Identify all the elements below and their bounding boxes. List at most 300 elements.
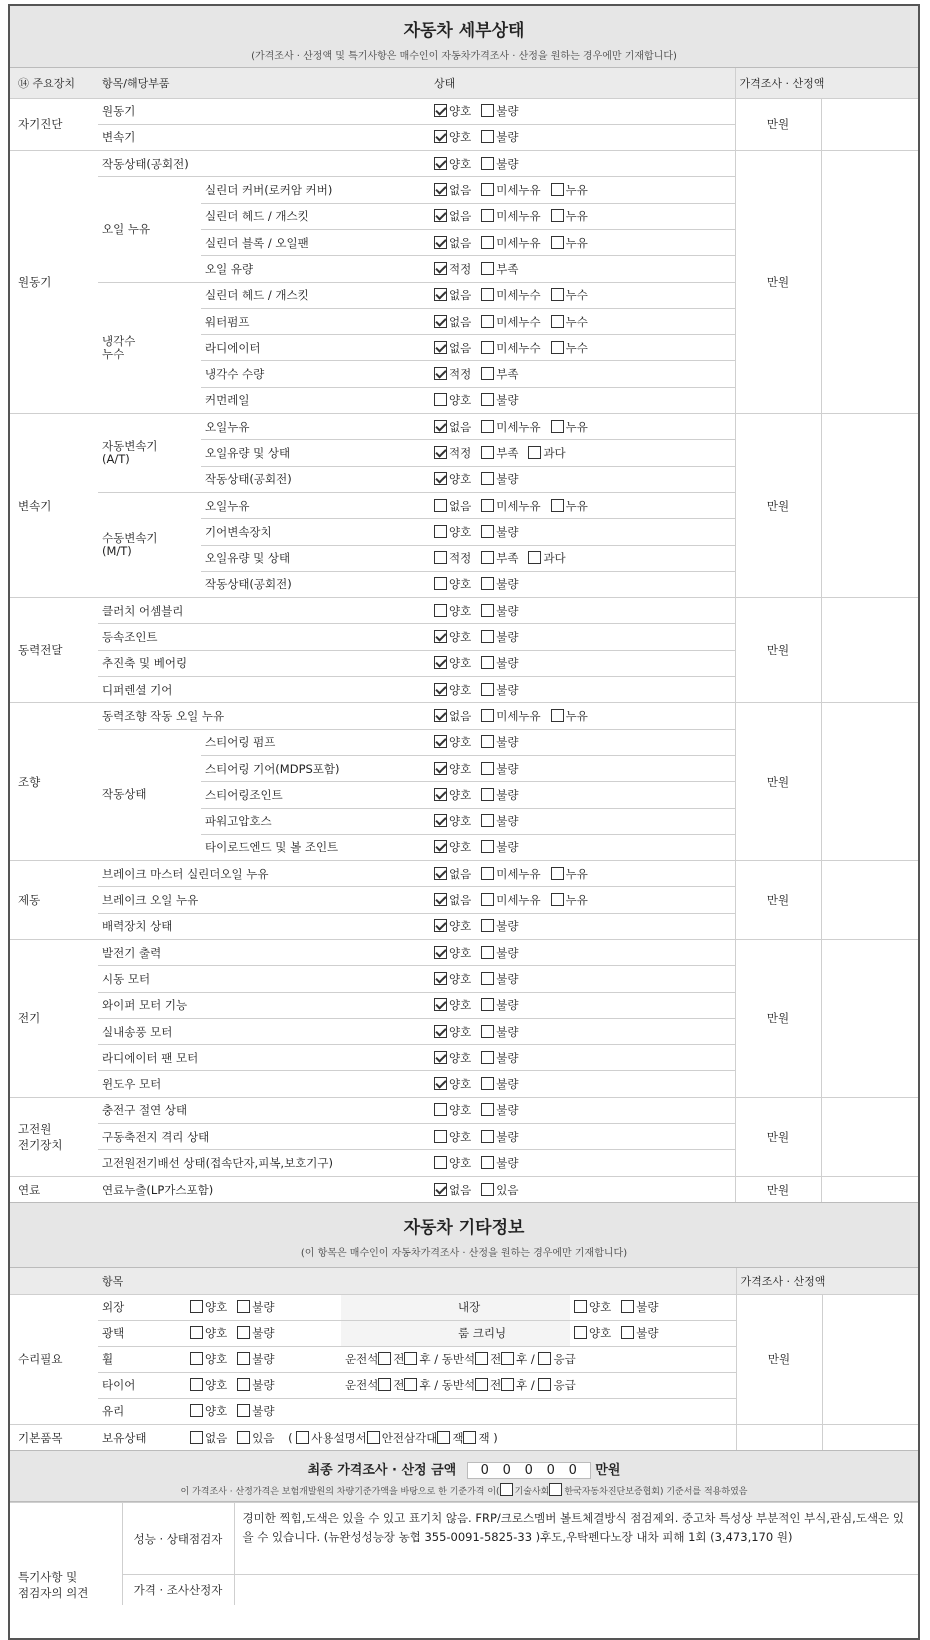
vehicle-detail-form xyxy=(8,4,920,1640)
checkbox[interactable] xyxy=(378,1378,391,1391)
checkbox[interactable] xyxy=(481,130,494,143)
status-options: 양호 불량 xyxy=(430,782,735,808)
checked-checkbox[interactable] xyxy=(434,446,447,459)
category-label: 변속기 xyxy=(10,414,98,598)
status-options: 없음 미세누유 누유 xyxy=(430,861,735,887)
checkbox[interactable] xyxy=(190,1431,203,1444)
checkbox[interactable] xyxy=(481,1077,494,1090)
checkbox[interactable] xyxy=(481,683,494,696)
checked-checkbox[interactable] xyxy=(434,893,447,906)
checkbox[interactable] xyxy=(481,262,494,275)
status-options: 양호 불량 xyxy=(430,598,735,624)
checkbox[interactable] xyxy=(481,735,494,748)
extra-subtitle: (이 항목은 매수인이 자동차가격조사 · 산정을 원하는 경우에만 기재합니다) xyxy=(300,1248,628,1260)
checkbox[interactable] xyxy=(367,1431,380,1444)
checkbox[interactable] xyxy=(237,1378,250,1391)
checkbox[interactable] xyxy=(481,867,494,880)
checked-checkbox[interactable] xyxy=(434,236,447,249)
price-input[interactable] xyxy=(821,151,918,414)
checkbox[interactable] xyxy=(551,183,564,196)
checkbox[interactable] xyxy=(463,1431,476,1444)
final-amount-field[interactable]: 0 0 0 0 0 xyxy=(467,1462,591,1479)
appraiser-notes[interactable] xyxy=(234,1575,918,1605)
table-row xyxy=(10,98,918,124)
checkbox[interactable] xyxy=(481,998,494,1011)
category-label: 연료 xyxy=(10,1176,98,1202)
price-input[interactable] xyxy=(821,703,918,861)
item-label: 고전원전기배선 상태(접속단자,피복,보호기구) xyxy=(98,1150,430,1176)
checked-checkbox[interactable] xyxy=(434,315,447,328)
item-label: 워터펌프 xyxy=(201,308,430,334)
checkbox[interactable] xyxy=(434,604,447,617)
status-options: 양호 불량 xyxy=(430,151,735,177)
status-options: 없음 미세누수 누수 xyxy=(430,282,735,308)
exterior-options: 양호 불량 xyxy=(186,1294,341,1320)
glass-options: 양호 불량 xyxy=(186,1398,736,1424)
checkbox[interactable] xyxy=(551,420,564,433)
inspector-label: 성능 · 상태점검자 xyxy=(122,1503,234,1575)
price-input[interactable] xyxy=(822,1294,918,1424)
checkbox[interactable] xyxy=(500,1483,513,1496)
table-row xyxy=(10,1097,918,1123)
checkbox[interactable] xyxy=(481,236,494,249)
status-options: 양호 불량 xyxy=(430,729,735,755)
checkbox[interactable] xyxy=(296,1431,309,1444)
checkbox[interactable] xyxy=(237,1300,250,1313)
status-options: 없음 미세누유 누유 xyxy=(430,203,735,229)
checked-checkbox[interactable] xyxy=(434,998,447,1011)
table-row xyxy=(10,1176,918,1202)
checkbox[interactable] xyxy=(481,577,494,590)
checkbox[interactable] xyxy=(538,1352,551,1365)
checkbox[interactable] xyxy=(551,499,564,512)
category-label: 전기 xyxy=(10,940,98,1098)
checkbox[interactable] xyxy=(481,946,494,959)
basic-category: 기본품목 xyxy=(10,1424,98,1450)
checkbox[interactable] xyxy=(434,1130,447,1143)
checkbox[interactable] xyxy=(481,840,494,853)
final-amount-row xyxy=(10,1451,918,1479)
item-label: 실린더 헤드 / 개스킷 xyxy=(201,282,430,308)
subgroup-label: 냉각수 누수 xyxy=(98,282,201,413)
notes-row-appraiser xyxy=(10,1575,918,1605)
checkbox[interactable] xyxy=(551,209,564,222)
extra-col-price: 가격조사 · 산정액 xyxy=(736,1268,918,1294)
detail-status-table xyxy=(10,68,918,1202)
item-label: 변속기 xyxy=(98,124,430,150)
checkbox[interactable] xyxy=(481,183,494,196)
item-label: 배력장치 상태 xyxy=(98,913,430,939)
checkbox[interactable] xyxy=(481,1051,494,1064)
checkbox[interactable] xyxy=(481,1025,494,1038)
checked-checkbox[interactable] xyxy=(434,288,447,301)
subgroup-label: 자동변속기 (A/T) xyxy=(98,414,201,493)
repair-category: 수리필요 xyxy=(10,1294,98,1424)
checked-checkbox[interactable] xyxy=(434,972,447,985)
tire-positions: 운전석 전 후 / 동반석 전 후 / 응급 xyxy=(341,1372,736,1398)
final-amount-title: 최종 가격조사 · 산정 금액 xyxy=(307,1463,457,1479)
checkbox[interactable] xyxy=(481,762,494,775)
item-label: 시동 모터 xyxy=(98,966,430,992)
glass-label: 유리 xyxy=(98,1398,186,1424)
category-label: 원동기 xyxy=(10,151,98,414)
checkbox[interactable] xyxy=(481,1183,494,1196)
status-options: 양호 불량 xyxy=(430,1150,735,1176)
item-label: 브레이크 마스터 실린더오일 누유 xyxy=(98,861,430,887)
room-cleaning-label: 룸 크리닝 xyxy=(454,1320,570,1346)
checkbox[interactable] xyxy=(481,315,494,328)
status-options: 양호 불량 xyxy=(430,940,735,966)
checkbox[interactable] xyxy=(481,446,494,459)
checkbox[interactable] xyxy=(190,1300,203,1313)
status-options: 양호 불량 xyxy=(430,466,735,492)
checked-checkbox[interactable] xyxy=(434,104,447,117)
notes-label: 특기사항 및 점검자의 의견 xyxy=(10,1503,122,1605)
checkbox[interactable] xyxy=(237,1352,250,1365)
checkbox[interactable] xyxy=(434,551,447,564)
item-label: 스티어링 펌프 xyxy=(201,729,430,755)
item-label: 실린더 헤드 / 개스킷 xyxy=(201,203,430,229)
price-cell: 만원 xyxy=(735,703,821,861)
checkbox[interactable] xyxy=(481,604,494,617)
checkbox[interactable] xyxy=(481,367,494,380)
checked-checkbox[interactable] xyxy=(434,472,447,485)
checkbox[interactable] xyxy=(481,1103,494,1116)
item-label: 동력조향 작동 오일 누유 xyxy=(98,703,430,729)
checkbox[interactable] xyxy=(481,814,494,827)
checkbox[interactable] xyxy=(190,1378,203,1391)
checked-checkbox[interactable] xyxy=(434,1025,447,1038)
status-options: 양호 불량 xyxy=(430,1124,735,1150)
checkbox[interactable] xyxy=(237,1404,250,1417)
status-options: 적정 부족 과다 xyxy=(430,440,735,466)
checked-checkbox[interactable] xyxy=(434,183,447,196)
item-label: 오일유량 및 상태 xyxy=(201,545,430,571)
table-row xyxy=(10,151,918,177)
table-row xyxy=(10,598,918,624)
category-label: 제동 xyxy=(10,861,98,940)
checkbox[interactable] xyxy=(481,525,494,538)
detail-section-header xyxy=(10,6,918,68)
item-label: 커먼레일 xyxy=(201,387,430,413)
item-label: 오일누유 xyxy=(201,414,430,440)
row-exterior xyxy=(10,1294,918,1320)
item-label: 작동상태(공회전) xyxy=(201,466,430,492)
final-amount-note: 이 가격조사 · 산정가격은 보험개발원의 차량기준가액을 바탕으로 한 기준가격 이( 기술사회 한국자동차진단보증협회) 기준서를 적용하였음 xyxy=(10,1479,918,1497)
item-label: 구동축전지 격리 상태 xyxy=(98,1124,430,1150)
checkbox[interactable] xyxy=(190,1326,203,1339)
checkbox[interactable] xyxy=(574,1300,587,1313)
checkbox[interactable] xyxy=(481,499,494,512)
item-label: 스티어링 기어(MDPS포함) xyxy=(201,755,430,781)
item-label: 브레이크 오일 누유 xyxy=(98,887,430,913)
item-label: 연료누출(LP가스포함) xyxy=(98,1176,430,1202)
col-item: 항목/해당부품 xyxy=(98,68,430,98)
checkbox[interactable] xyxy=(551,288,564,301)
checkbox[interactable] xyxy=(481,893,494,906)
item-label: 실린더 커버(로커암 커버) xyxy=(201,177,430,203)
extra-col-item: 항목 xyxy=(98,1268,736,1294)
item-label: 원동기 xyxy=(98,98,430,124)
wheel-label: 휠 xyxy=(98,1346,186,1372)
checkbox[interactable] xyxy=(481,472,494,485)
status-options: 없음 미세누수 누수 xyxy=(430,335,735,361)
category-label: 조향 xyxy=(10,703,98,861)
checked-checkbox[interactable] xyxy=(434,1077,447,1090)
item-label: 등속조인트 xyxy=(98,624,430,650)
checked-checkbox[interactable] xyxy=(434,209,447,222)
table-row xyxy=(10,861,918,887)
appraiser-label: 가격 · 조사산정자 xyxy=(122,1575,234,1605)
status-options: 양호 불량 xyxy=(430,124,735,150)
checkbox[interactable] xyxy=(481,393,494,406)
checkbox[interactable] xyxy=(551,709,564,722)
checked-checkbox[interactable] xyxy=(434,1183,447,1196)
checkbox[interactable] xyxy=(481,209,494,222)
subgroup-label: 오일 누유 xyxy=(98,177,201,282)
checkbox[interactable] xyxy=(481,1130,494,1143)
checked-checkbox[interactable] xyxy=(434,157,447,170)
inspector-notes: 경미한 찍힘,도색은 있을 수 있고 표기치 않음. FRP/크로스멤버 볼트체결방식 점검제외. 중고차 특성상 부분적인 부식,관심,도색은 있을 수 있습니다. (뉴완성성능장 농협 355-0091-5825-33 )후도,우탁펜다노장 내차 피해 1회 (3,473,170 원) xyxy=(234,1503,918,1575)
subgroup-label: 작동상태 xyxy=(98,729,201,860)
checked-checkbox[interactable] xyxy=(434,683,447,696)
checkbox[interactable] xyxy=(237,1326,250,1339)
checkbox[interactable] xyxy=(528,446,541,459)
section-title: 자동차 세부상태 xyxy=(403,21,525,41)
price-input[interactable] xyxy=(821,598,918,703)
checkbox[interactable] xyxy=(404,1378,417,1391)
checked-checkbox[interactable] xyxy=(434,840,447,853)
item-label: 오일유량 및 상태 xyxy=(201,440,430,466)
status-options: 양호 불량 xyxy=(430,571,735,597)
checked-checkbox[interactable] xyxy=(434,1051,447,1064)
table-row xyxy=(10,414,918,440)
status-options: 양호 불량 xyxy=(430,387,735,413)
extra-title: 자동차 기타정보 xyxy=(403,1218,525,1239)
checkbox[interactable] xyxy=(501,1352,514,1365)
final-amount-section xyxy=(10,1450,918,1502)
status-options: 없음 미세누유 누유 xyxy=(430,887,735,913)
status-options: 없음 미세누유 누유 xyxy=(430,229,735,255)
status-options: 양호 불량 xyxy=(430,98,735,124)
price-cell: 만원 xyxy=(735,414,821,598)
status-options: 양호 불량 xyxy=(430,1018,735,1044)
item-label: 윈도우 모터 xyxy=(98,1071,430,1097)
checkbox[interactable] xyxy=(481,788,494,801)
item-label: 충전구 절연 상태 xyxy=(98,1097,430,1123)
item-label: 라디에이터 xyxy=(201,335,430,361)
ownership-label: 보유상태 xyxy=(98,1424,186,1450)
tire-options: 양호 불량 xyxy=(186,1372,341,1398)
wheel-positions: 운전석 전 후 / 동반석 전 후 / 응급 xyxy=(341,1346,736,1372)
section-subtitle: (가격조사 · 산정액 및 특기사항은 매수인이 자동차가격조사 · 산정을 원하는 경우에만 기재합니다) xyxy=(251,51,677,62)
checkbox[interactable] xyxy=(437,1431,450,1444)
tire-label: 타이어 xyxy=(98,1372,186,1398)
status-options: 양호 불량 xyxy=(430,1097,735,1123)
status-options: 적정 부족 xyxy=(430,256,735,282)
status-options: 양호 불량 xyxy=(430,677,735,703)
checkbox[interactable] xyxy=(501,1378,514,1391)
checkbox[interactable] xyxy=(190,1404,203,1417)
status-options: 양호 불량 xyxy=(430,1071,735,1097)
checkbox[interactable] xyxy=(481,420,494,433)
checkbox[interactable] xyxy=(551,893,564,906)
status-options: 양호 불량 xyxy=(430,992,735,1018)
checkbox[interactable] xyxy=(434,499,447,512)
checkbox[interactable] xyxy=(481,1156,494,1169)
checkbox[interactable] xyxy=(481,551,494,564)
checkbox[interactable] xyxy=(621,1300,634,1313)
checkbox[interactable] xyxy=(475,1378,488,1391)
item-label: 냉각수 수량 xyxy=(201,361,430,387)
checked-checkbox[interactable] xyxy=(434,262,447,275)
price-cell: 만원 xyxy=(735,151,821,414)
checkbox[interactable] xyxy=(551,341,564,354)
extra-section-header xyxy=(10,1202,918,1268)
price-cell: 만원 xyxy=(735,861,821,940)
checkbox[interactable] xyxy=(434,577,447,590)
checkbox[interactable] xyxy=(551,315,564,328)
item-label: 기어변속장치 xyxy=(201,519,430,545)
status-options: 없음 미세누유 누유 xyxy=(430,492,735,518)
status-options: 양호 불량 xyxy=(430,650,735,676)
price-input[interactable] xyxy=(821,1176,918,1202)
price-cell: 만원 xyxy=(735,1097,821,1176)
checked-checkbox[interactable] xyxy=(434,735,447,748)
item-label: 파워고압호스 xyxy=(201,808,430,834)
price-cell: 만원 xyxy=(735,1176,821,1202)
checkbox[interactable] xyxy=(551,236,564,249)
price-cell: 만원 xyxy=(735,940,821,1098)
checkbox[interactable] xyxy=(404,1352,417,1365)
status-options: 양호 불량 xyxy=(430,1045,735,1071)
status-options: 없음 미세누유 누유 xyxy=(430,177,735,203)
item-label: 클러치 어셈블리 xyxy=(98,598,430,624)
notes-row-inspector xyxy=(10,1503,918,1575)
checked-checkbox[interactable] xyxy=(434,814,447,827)
final-amount-unit: 만원 xyxy=(595,1463,621,1479)
checkbox[interactable] xyxy=(574,1326,587,1339)
checkbox[interactable] xyxy=(538,1378,551,1391)
room-options: 양호 불량 xyxy=(570,1320,736,1346)
checkbox[interactable] xyxy=(481,919,494,932)
col-price: 가격조사 · 산정액 xyxy=(735,68,918,98)
checkbox[interactable] xyxy=(481,104,494,117)
status-options: 양호 불량 xyxy=(430,519,735,545)
status-options: 없음 미세누수 누수 xyxy=(430,308,735,334)
status-options: 없음 미세누유 누유 xyxy=(430,703,735,729)
checkbox[interactable] xyxy=(481,157,494,170)
checked-checkbox[interactable] xyxy=(434,130,447,143)
status-options: 적정 부족 xyxy=(430,361,735,387)
category-label: 자기진단 xyxy=(10,98,98,151)
wheel-options: 양호 불량 xyxy=(186,1346,341,1372)
checked-checkbox[interactable] xyxy=(434,946,447,959)
checked-checkbox[interactable] xyxy=(434,709,447,722)
item-label: 실내송풍 모터 xyxy=(98,1018,430,1044)
item-label: 와이퍼 모터 기능 xyxy=(98,992,430,1018)
checkbox[interactable] xyxy=(551,867,564,880)
status-options: 양호 불량 xyxy=(430,834,735,860)
price-input[interactable] xyxy=(821,98,918,151)
status-options: 양호 불량 xyxy=(430,913,735,939)
checkbox[interactable] xyxy=(481,288,494,301)
category-label: 고전원 전기장치 xyxy=(10,1097,98,1176)
checkbox[interactable] xyxy=(549,1483,562,1496)
price-cell: 만원 xyxy=(736,1294,822,1424)
checked-checkbox[interactable] xyxy=(434,656,447,669)
price-input[interactable] xyxy=(821,1097,918,1176)
col-main-device: ⑭ 주요장치 xyxy=(10,68,98,98)
status-options: 양호 불량 xyxy=(430,624,735,650)
checked-checkbox[interactable] xyxy=(434,341,447,354)
price-input[interactable] xyxy=(821,940,918,1098)
interior-options: 양호 불량 xyxy=(570,1294,736,1320)
table-header-row xyxy=(10,68,918,98)
status-options: 양호 불량 xyxy=(430,755,735,781)
checkbox[interactable] xyxy=(434,393,447,406)
col-status: 상태 xyxy=(430,68,735,98)
checkbox[interactable] xyxy=(481,630,494,643)
checked-checkbox[interactable] xyxy=(434,867,447,880)
checked-checkbox[interactable] xyxy=(434,367,447,380)
checkbox[interactable] xyxy=(237,1431,250,1444)
checked-checkbox[interactable] xyxy=(434,919,447,932)
item-label: 스티어링조인트 xyxy=(201,782,430,808)
item-label: 작동상태(공회전) xyxy=(98,151,430,177)
checkbox[interactable] xyxy=(481,709,494,722)
checkbox[interactable] xyxy=(481,656,494,669)
exterior-label: 외장 xyxy=(98,1294,186,1320)
checked-checkbox[interactable] xyxy=(434,420,447,433)
price-input[interactable] xyxy=(821,861,918,940)
checkbox[interactable] xyxy=(378,1352,391,1365)
item-label: 실린더 블록 / 오일팬 xyxy=(201,229,430,255)
checkbox[interactable] xyxy=(190,1352,203,1365)
status-options: 없음 미세누유 누유 xyxy=(430,414,735,440)
gloss-options: 양호 불량 xyxy=(186,1320,341,1346)
item-label: 오일 유량 xyxy=(201,256,430,282)
price-cell: 만원 xyxy=(735,598,821,703)
extra-header-row xyxy=(10,1268,918,1294)
extra-info-table xyxy=(10,1268,918,1450)
subgroup-label: 수동변속기 (M/T) xyxy=(98,492,201,597)
checked-checkbox[interactable] xyxy=(434,630,447,643)
checkbox[interactable] xyxy=(528,551,541,564)
checkbox[interactable] xyxy=(481,972,494,985)
status-options: 없음 있음 xyxy=(430,1176,735,1202)
checkbox[interactable] xyxy=(434,1156,447,1169)
item-label: 작동상태(공회전) xyxy=(201,571,430,597)
checkbox[interactable] xyxy=(621,1326,634,1339)
checked-checkbox[interactable] xyxy=(434,762,447,775)
checkbox[interactable] xyxy=(434,1103,447,1116)
category-label: 동력전달 xyxy=(10,598,98,703)
checkbox[interactable] xyxy=(481,341,494,354)
checkbox[interactable] xyxy=(475,1352,488,1365)
ownership-options: 없음 있음 ( 사용설명서 안전삼각대 잭 잭 ) xyxy=(186,1424,736,1450)
item-label: 추진축 및 베어링 xyxy=(98,650,430,676)
checked-checkbox[interactable] xyxy=(434,788,447,801)
price-input[interactable] xyxy=(821,414,918,598)
notes-table xyxy=(10,1502,918,1605)
item-label: 타이로드엔드 및 볼 조인트 xyxy=(201,834,430,860)
status-options: 양호 불량 xyxy=(430,808,735,834)
row-ownership xyxy=(10,1424,918,1450)
price-cell: 만원 xyxy=(735,98,821,151)
item-label: 오일누유 xyxy=(201,492,430,518)
checkbox[interactable] xyxy=(434,525,447,538)
